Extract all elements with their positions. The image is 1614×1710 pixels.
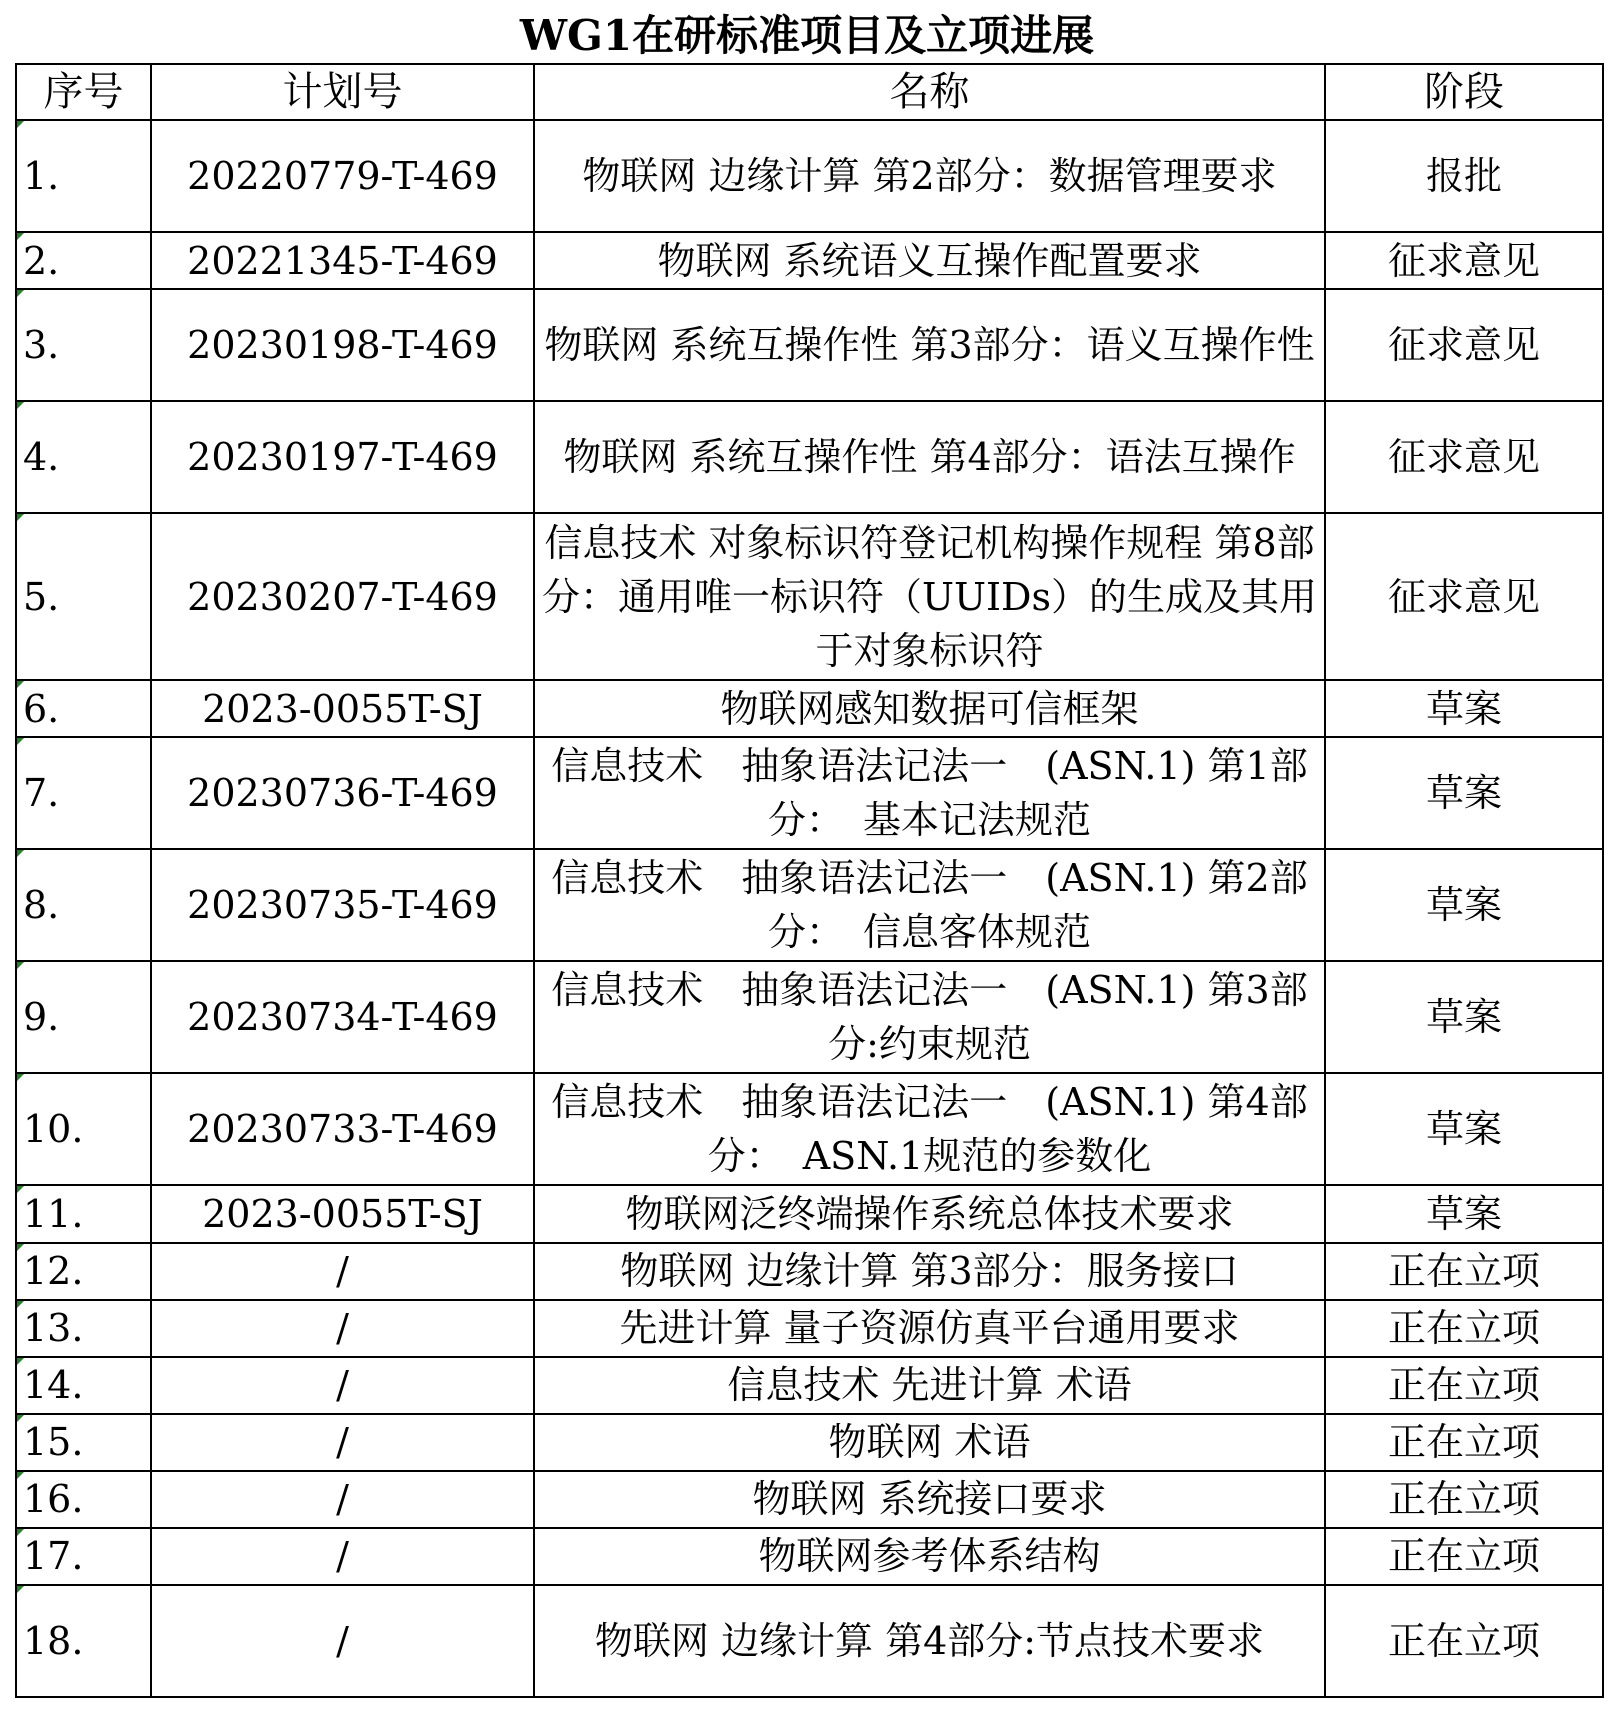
cell-plan: 2023-0055T-SJ [151, 1185, 534, 1242]
cell-name: 信息技术 先进计算 术语 [534, 1357, 1325, 1414]
header-name: 名称 [534, 64, 1325, 120]
table-row [16, 1300, 1603, 1357]
table-row [16, 961, 1603, 1073]
cell-no: 15. [16, 1414, 151, 1471]
cell-plan: 20220779-T-469 [151, 120, 534, 232]
header-stage: 阶段 [1325, 64, 1603, 120]
cell-no: 7. [16, 737, 151, 849]
table-row [16, 1243, 1603, 1300]
cell-plan: 20230734-T-469 [151, 961, 534, 1073]
cell-no: 11. [16, 1185, 151, 1242]
cell-name: 信息技术 抽象语法记法一 (ASN.1) 第3部分:约束规范 [534, 961, 1325, 1073]
cell-plan: 20230198-T-469 [151, 289, 534, 401]
table-row [16, 1528, 1603, 1585]
cell-no: 1. [16, 120, 151, 232]
cell-stage: 正在立项 [1325, 1300, 1603, 1357]
cell-no: 14. [16, 1357, 151, 1414]
cell-plan: / [151, 1243, 534, 1300]
cell-stage: 正在立项 [1325, 1414, 1603, 1471]
cell-no: 13. [16, 1300, 151, 1357]
cell-no: 17. [16, 1528, 151, 1585]
cell-stage: 草案 [1325, 680, 1603, 737]
cell-no: 10. [16, 1073, 151, 1185]
cell-name: 物联网 术语 [534, 1414, 1325, 1471]
cell-plan: 20230736-T-469 [151, 737, 534, 849]
cell-plan: / [151, 1585, 534, 1697]
cell-name: 物联网 系统接口要求 [534, 1471, 1325, 1528]
cell-name: 信息技术 抽象语法记法一 (ASN.1) 第2部分： 信息客体规范 [534, 849, 1325, 961]
table-row [16, 1471, 1603, 1528]
page-title: WG1在研标准项目及立项进展 [519, 11, 1095, 60]
cell-plan: 20230735-T-469 [151, 849, 534, 961]
cell-stage: 正在立项 [1325, 1357, 1603, 1414]
table-row [16, 1585, 1603, 1697]
cell-name: 信息技术 抽象语法记法一 (ASN.1) 第4部分： ASN.1规范的参数化 [534, 1073, 1325, 1185]
cell-stage: 草案 [1325, 737, 1603, 849]
cell-stage: 草案 [1325, 1185, 1603, 1242]
cell-no: 4. [16, 401, 151, 513]
cell-no: 6. [16, 680, 151, 737]
cell-name: 先进计算 量子资源仿真平台通用要求 [534, 1300, 1325, 1357]
cell-name: 物联网 系统语义互操作配置要求 [534, 232, 1325, 289]
header-row [16, 64, 1603, 120]
cell-no: 8. [16, 849, 151, 961]
cell-stage: 草案 [1325, 961, 1603, 1073]
table-row [16, 1357, 1603, 1414]
cell-no: 18. [16, 1585, 151, 1697]
cell-name: 信息技术 抽象语法记法一 (ASN.1) 第1部分： 基本记法规范 [534, 737, 1325, 849]
cell-plan: / [151, 1414, 534, 1471]
header-plan: 计划号 [151, 64, 534, 120]
cell-plan: 20230197-T-469 [151, 401, 534, 513]
table-row [16, 1414, 1603, 1471]
cell-name: 物联网 系统互操作性 第3部分：语义互操作性 [534, 289, 1325, 401]
cell-name: 物联网感知数据可信框架 [534, 680, 1325, 737]
cell-name: 物联网 边缘计算 第4部分:节点技术要求 [534, 1585, 1325, 1697]
table-row [16, 737, 1603, 849]
cell-no: 9. [16, 961, 151, 1073]
cell-name: 物联网 系统互操作性 第4部分：语法互操作 [534, 401, 1325, 513]
cell-stage: 草案 [1325, 1073, 1603, 1185]
table-row [16, 232, 1603, 289]
cell-stage: 正在立项 [1325, 1243, 1603, 1300]
cell-stage: 正在立项 [1325, 1528, 1603, 1585]
cell-no: 16. [16, 1471, 151, 1528]
cell-no: 3. [16, 289, 151, 401]
table-row [16, 289, 1603, 401]
cell-stage: 正在立项 [1325, 1471, 1603, 1528]
cell-no: 12. [16, 1243, 151, 1300]
cell-stage: 征求意见 [1325, 401, 1603, 513]
table-row [16, 120, 1603, 232]
cell-plan: 20230733-T-469 [151, 1073, 534, 1185]
table-row [16, 1073, 1603, 1185]
cell-plan: / [151, 1357, 534, 1414]
cell-plan: / [151, 1528, 534, 1585]
cell-stage: 征求意见 [1325, 232, 1603, 289]
cell-stage: 草案 [1325, 849, 1603, 961]
cell-plan: 20221345-T-469 [151, 232, 534, 289]
cell-plan: 2023-0055T-SJ [151, 680, 534, 737]
cell-name: 信息技术 对象标识符登记机构操作规程 第8部分：通用唯一标识符（UUIDs）的生成及其用于对象标识符 [534, 513, 1325, 680]
cell-stage: 报批 [1325, 120, 1603, 232]
cell-stage: 征求意见 [1325, 513, 1603, 680]
cell-plan: / [151, 1471, 534, 1528]
table-row [16, 401, 1603, 513]
standards-table [15, 63, 1604, 1698]
cell-name: 物联网参考体系结构 [534, 1528, 1325, 1585]
table-row [16, 680, 1603, 737]
table-row [16, 513, 1603, 680]
cell-stage: 正在立项 [1325, 1585, 1603, 1697]
cell-name: 物联网泛终端操作系统总体技术要求 [534, 1185, 1325, 1242]
cell-plan: 20230207-T-469 [151, 513, 534, 680]
table-row [16, 849, 1603, 961]
cell-no: 2. [16, 232, 151, 289]
header-no: 序号 [16, 64, 151, 120]
cell-name: 物联网 边缘计算 第3部分：服务接口 [534, 1243, 1325, 1300]
cell-plan: / [151, 1300, 534, 1357]
cell-name: 物联网 边缘计算 第2部分：数据管理要求 [534, 120, 1325, 232]
cell-no: 5. [16, 513, 151, 680]
table-row [16, 1185, 1603, 1242]
cell-stage: 征求意见 [1325, 289, 1603, 401]
